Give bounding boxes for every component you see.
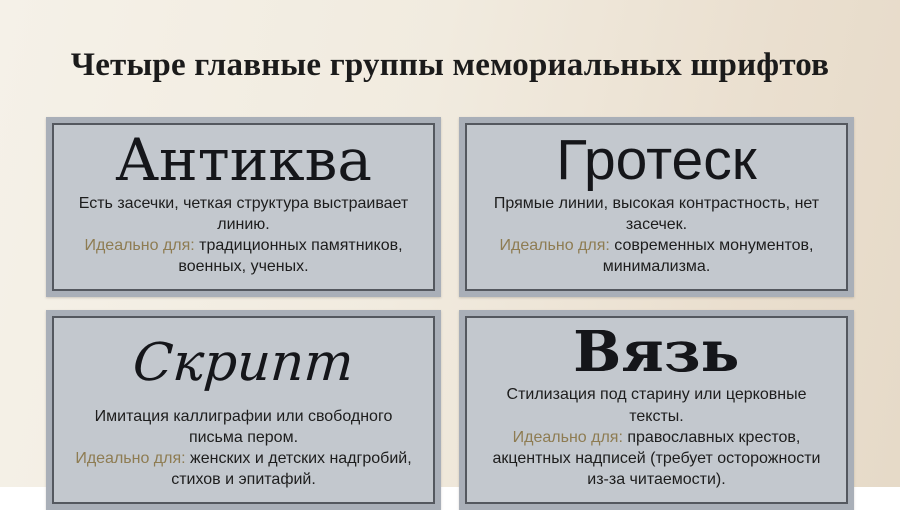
ideal-for-text: женских и детских надгробий, стихов и эпитафий. — [171, 449, 412, 488]
page-title: Четыре главные группы мемориальных шрифтов — [70, 47, 830, 83]
ideal-for-text: традиционных памятников, военных, ученых. — [178, 237, 403, 276]
card-antikva-heading: Антиква — [115, 126, 372, 194]
card-vyaz-ideal — [492, 429, 820, 488]
card-grotesk-description: Прямые линии, высокая контрастность, нет засечек. — [493, 195, 820, 234]
card-antikva-ideal — [84, 237, 402, 275]
card-grotesk-inner — [465, 123, 848, 291]
card-vyaz — [459, 310, 854, 510]
ideal-for-label: Идеально для: — [512, 428, 623, 446]
ideal-for-text: современных монументов, минимализма. — [602, 237, 814, 276]
card-skript-text — [70, 406, 418, 490]
card-vyaz-inner — [465, 316, 848, 504]
card-skript-heading: Скрипт — [131, 332, 356, 393]
card-antikva-inner — [52, 123, 435, 291]
card-antikva-text — [70, 193, 418, 277]
card-vyaz-text — [483, 384, 831, 490]
card-antikva — [46, 117, 441, 297]
card-skript-inner — [52, 316, 435, 504]
card-grotesk-heading: Гротеск — [556, 127, 757, 192]
card-grotesk — [459, 117, 854, 297]
font-groups-grid — [46, 117, 854, 488]
ideal-for-label: Идеально для: — [75, 449, 186, 467]
card-skript — [46, 310, 441, 510]
card-grotesk-text — [483, 193, 831, 277]
ideal-for-text: православных крестов, акцентных надписей (требует осторожности из-за читаемости). — [492, 428, 821, 488]
card-grotesk-ideal — [500, 237, 814, 275]
card-vyaz-heading: Вязь — [573, 319, 740, 386]
card-skript-description: Имитация каллиграфии или свободного письма пером. — [94, 407, 393, 446]
card-antikva-description: Есть засечки, четкая структура выстраивает линию. — [78, 195, 409, 234]
card-vyaz-description: Стилизация под старину или церковные тексты. — [506, 386, 807, 425]
card-skript-ideal — [75, 450, 411, 488]
ideal-for-label: Идеально для: — [84, 237, 195, 255]
ideal-for-label: Идеально для: — [499, 237, 610, 255]
